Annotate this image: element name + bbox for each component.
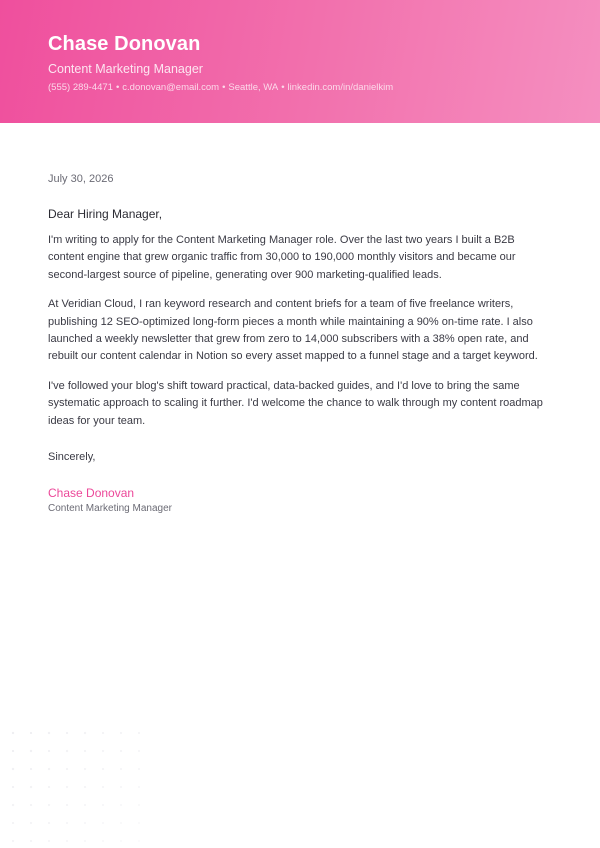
applicant-name: Chase Donovan xyxy=(48,33,201,55)
letter-date: July 30, 2026 xyxy=(48,173,114,185)
signature-name: Chase Donovan xyxy=(48,486,135,501)
contact-location: Seattle, WA xyxy=(228,82,279,93)
contact-separator: • xyxy=(281,82,285,93)
contact-line xyxy=(48,82,552,94)
letter-body xyxy=(48,172,548,516)
body-paragraph: I've followed your blog's shift toward practical, data-backed guides, and I'd love to bring the same systematic approach to scaling it further. I'd welcome the chance to walk through my content roadmap ideas for your team. xyxy=(48,379,543,427)
contact-email[interactable]: c.donovan@email.com xyxy=(122,82,220,93)
signature-role: Content Marketing Manager xyxy=(48,503,172,515)
applicant-role: Content Marketing Manager xyxy=(48,62,203,76)
contact-linkedin[interactable]: linkedin.com/in/danielkim xyxy=(287,82,394,93)
salutation: Dear Hiring Manager, xyxy=(48,207,163,221)
decorative-dot-pattern xyxy=(0,720,140,848)
contact-separator: • xyxy=(115,82,120,93)
closing: Sincerely, xyxy=(48,451,96,464)
letterhead-banner xyxy=(0,0,600,123)
body-paragraph: I'm writing to apply for the Content Marketing Manager role. Over the last two years I built a B2B content engine that grew organic traffic from 30,000 to 190,000 monthly visitors and became our second-largest source of pipeline, generating over 900 marketing-qualified leads. xyxy=(48,234,516,281)
contact-phone: (555) 289-4471 xyxy=(48,82,113,93)
body-paragraph: At Veridian Cloud, I ran keyword research and content briefs for a team of five freelance writers, publishing 12 SEO-optimized long-form pieces a month while maintaining a 90% on-time rate. I also launched a weekly newsletter that grew from zero to 14,000 subscribers with a 38% open rate, and rebuilt our content calendar in Notion so every asset mapped to a funnel stage and a target keyword. xyxy=(48,298,538,363)
contact-separator: • xyxy=(222,82,226,93)
